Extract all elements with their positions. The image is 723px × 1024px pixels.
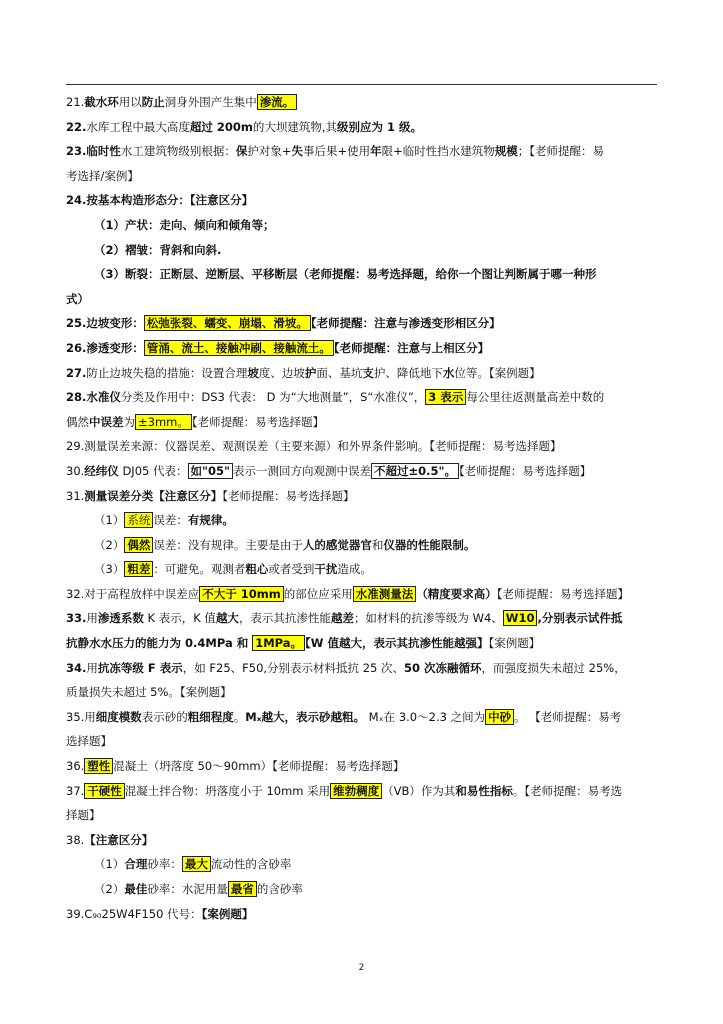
text-span: 31. [66, 488, 85, 503]
text-span: 。【老师提醒：易考选 [512, 783, 623, 798]
bold-text: 年 [370, 144, 382, 159]
bold-text: 25. [66, 316, 87, 331]
bold-text: （1）产状：走向、倾向和倾角等； [94, 217, 275, 232]
text-span: 35.用 [66, 709, 96, 724]
highlighted-text: 渗流。 [257, 94, 298, 110]
text-span: 用 [86, 660, 98, 675]
bold-text: 中误差 [89, 414, 124, 429]
text-span: 【老师提醒：易考选择题】 [191, 414, 325, 429]
text-span: 面、基坑 [316, 365, 363, 380]
bold-text: 保 [235, 144, 248, 159]
text-span: 38. [66, 832, 85, 847]
bold-text: 34. [66, 660, 87, 675]
text-span: 偶然 [66, 414, 89, 429]
text-span: 39.C₉₀25W4F150 代号： [66, 906, 202, 921]
text-span: K 表示，K 值 [143, 611, 216, 626]
text-span: 用以 [118, 95, 142, 109]
text-span: 混凝土（坍落度 50～90mm）【老师提醒：易考选择题】 [113, 759, 405, 774]
text-line [66, 828, 657, 853]
bold-text: 【老师提醒：注意与渗透变形相区分】 [310, 316, 501, 331]
text-line [66, 164, 657, 189]
text-span: 21. [66, 95, 85, 109]
page-number: 2 [358, 963, 365, 973]
text-span: 水库工程中最大高度 [86, 119, 190, 134]
bold-text: （3）断裂：正断层、逆断层、平移断层（老师提醒：易考选择题，给你一个图让判断属于哪一种形 [94, 267, 597, 282]
bold-text: 级别应为 1 级。 [337, 119, 423, 134]
text-span: 的部位应采用 [283, 586, 353, 601]
bold-text: 支 [362, 365, 374, 380]
text-span: 表示砂的 [141, 709, 188, 724]
highlighted-text: 3 表示 [425, 389, 466, 405]
bold-text: 干扰 [314, 562, 338, 577]
text-line [66, 656, 657, 681]
bold-text: 规模 [494, 144, 518, 159]
text-line [66, 311, 657, 336]
text-span: ，而强度损失未超过 25%， [481, 660, 626, 675]
text-span: 37. [66, 783, 85, 798]
text-line [66, 508, 657, 533]
text-line [66, 336, 657, 361]
text-span: 砂率：水泥用量 [147, 882, 228, 896]
bold-text: 【W 值越大，表示其抗渗性能越强】 [305, 636, 489, 651]
text-span: 的大坝建筑物,其 [252, 119, 338, 134]
bold-text: 27. [66, 365, 87, 380]
highlighted-text: 最大 [182, 856, 211, 872]
text-line [66, 705, 657, 730]
bold-text: 护 [304, 365, 317, 380]
bold-text: 人的感觉器官 [302, 537, 372, 552]
text-line [66, 606, 657, 631]
bold-text: 和易性指标 [455, 783, 513, 798]
bold-text: 【注意区分】 [153, 488, 223, 503]
text-span: 限+临时性挡水建筑物 [381, 144, 495, 159]
text-span: 【老师提醒：易考选择题】 [459, 463, 592, 478]
bold-text: 抗静水水压力的能力为 0.4MPa 和 [66, 636, 253, 651]
text-span: 的含砂率 [256, 882, 303, 896]
bold-text: 最佳 [124, 882, 148, 896]
text-line [66, 533, 657, 558]
bold-text: 水准仪 [86, 390, 121, 405]
highlighted-text: 不大于 10mm [199, 586, 283, 602]
highlighted-text: 松弛张裂、蠕变、崩塌、滑坡。 [144, 315, 311, 331]
text-line [66, 754, 657, 779]
bold-text: 粗心 [245, 562, 269, 577]
text-span: （3） [94, 562, 125, 577]
text-span: （VB）作为其 [382, 783, 456, 798]
text-span: 度、边坡 [258, 365, 305, 380]
text-span: 36. [66, 759, 85, 774]
text-span: DJ05 代表： [118, 463, 188, 478]
text-span: 分类及作用中：DS3 代表： D 为“大地测量”，S“水准仪”， [120, 390, 426, 405]
text-span: 或者受到 [268, 562, 315, 577]
text-line [66, 139, 657, 164]
text-line [66, 434, 657, 459]
highlighted-text: 系统 [124, 512, 153, 528]
text-span: （1） [94, 513, 125, 528]
bold-text: 有规律。 [187, 513, 234, 528]
bold-text: 截水环 [84, 95, 119, 109]
bold-text: ,分别表示试件抵 [537, 611, 623, 626]
bold-text: 26.渗透变形： [66, 340, 144, 355]
text-line [66, 631, 657, 656]
text-line [66, 115, 657, 140]
highlighted-text: 水准测量法 [353, 586, 417, 602]
text-line [66, 238, 657, 263]
text-line [66, 188, 657, 213]
text-span: 选择题】 [66, 734, 112, 749]
text-span: 混凝土拌合物：坍落度小于 10mm 采用 [124, 783, 331, 798]
text-line [66, 90, 657, 115]
highlighted-text: ±3mm。 [135, 414, 192, 430]
text-line [66, 779, 657, 804]
text-span: ：可避免。观测者 [153, 562, 246, 577]
bold-text: 23. [66, 144, 87, 159]
text-line [66, 385, 657, 410]
bold-text: 28. [66, 390, 87, 405]
bold-text: 细度模数 [95, 709, 142, 724]
bold-text: 合理 [124, 857, 148, 872]
bold-text: 式） [66, 291, 89, 306]
text-span: 【老师提醒：易考选择题】 [496, 586, 630, 601]
text-line [66, 729, 657, 754]
bold-text: 50 次冻融循环 [404, 660, 482, 675]
header-rule [66, 84, 657, 85]
bold-text: 仪器的性能限制。 [383, 537, 476, 552]
text-span: ；如材料的抗渗等级为 W4、 [353, 611, 503, 626]
bold-text: 【注意区分】 [84, 832, 154, 847]
bold-text: 越差 [330, 611, 354, 626]
text-span: 【老师提醒：易考选择题】 [222, 488, 355, 503]
bold-text: 抗冻等级 F 表示 [97, 660, 183, 675]
text-span: 29.测量误差来源：仪器误差、观测误差（主要来源）和外界条件影响。【老师提醒：易考选择题】 [66, 439, 562, 454]
document-body [66, 90, 657, 926]
text-span: 洞身外围产生集中 [164, 95, 257, 109]
text-line [66, 877, 657, 902]
highlighted-text: 粗差 [124, 561, 153, 577]
bold-text: 如"05" [188, 463, 234, 479]
text-span: 择题】 [66, 808, 101, 823]
text-line [66, 459, 657, 484]
bold-text: 渗透系数 [97, 611, 144, 626]
text-line [66, 484, 657, 509]
text-span: （2） [94, 882, 125, 896]
text-line [66, 582, 657, 607]
text-span: 防止边坡失稳的措施：设置合理 [86, 365, 248, 380]
bold-text: 临时性 [86, 144, 121, 159]
text-line [66, 852, 657, 877]
text-line [66, 287, 657, 312]
text-span: 位等。【案例题】 [454, 365, 541, 380]
bold-text: 超过 200m [189, 119, 253, 134]
text-line [66, 361, 657, 386]
bold-text: 经纬仪 [84, 463, 119, 478]
bold-text: 粗细程度 [187, 709, 234, 724]
text-span: （1） [94, 857, 125, 872]
text-span: 32.对于高程放样中误差应 [66, 586, 200, 601]
text-span: 30. [66, 463, 85, 478]
text-span: 。 [233, 709, 246, 724]
text-span: Mₓ在 3.0～2.3 之间为 [365, 709, 486, 724]
text-line [66, 557, 657, 582]
text-span: 事后果+使用 [303, 144, 371, 159]
text-span: 质量损失未超过 5%。【案例题】 [66, 685, 232, 700]
text-line [66, 680, 657, 705]
bold-text: 33. [66, 611, 87, 626]
bold-text: Mₓ越大，表示砂越粗。 [245, 709, 365, 724]
text-span: ，如 F25、F50,分别表示材料抵抗 25 次、 [182, 660, 404, 675]
bold-text: 【老师提醒：注意与上相区分】 [333, 340, 490, 355]
text-line [66, 410, 657, 435]
bold-text: 【案例题】 [201, 906, 254, 921]
text-span: 表示一测回方向观测中误差 [233, 463, 371, 478]
highlighted-text: 管涌、流土、接触冲刷、接触流土。 [144, 340, 334, 356]
bold-text: 22. [66, 119, 87, 134]
text-span: 为 [123, 414, 135, 429]
text-line [66, 803, 657, 828]
text-span: 砂率： [147, 857, 182, 872]
bold-text: 边坡变形： [86, 316, 144, 331]
bold-text: 测量误差分类 [84, 488, 154, 503]
highlighted-text: 偶然 [124, 537, 153, 553]
text-span: 护、降低地下 [373, 365, 443, 380]
text-line [66, 262, 657, 287]
text-span: 考选择/案例】 [66, 168, 139, 183]
highlighted-text: 最省 [228, 881, 257, 897]
text-span: 护对象+ [247, 144, 292, 159]
highlighted-text: 塑性 [84, 758, 113, 774]
highlighted-text: 1MPa。 [252, 635, 305, 651]
text-span: 造成。 [337, 562, 372, 577]
text-span: （2） [94, 537, 125, 552]
text-span: 和 [371, 537, 384, 552]
bold-text: 水 [442, 365, 455, 380]
bold-text: 24.按基本构造形态分：【注意区分】 [66, 193, 254, 208]
bold-text: 坡 [247, 365, 259, 380]
bold-text: 失 [291, 144, 304, 159]
text-span: 【案例题】 [488, 636, 541, 651]
bold-text: （2）褶皱：背斜和向斜. [94, 242, 222, 257]
text-span: 。 【老师提醒：易考 [514, 709, 622, 724]
bold-text: 越大 [215, 611, 239, 626]
text-span: 用 [86, 611, 98, 626]
bold-text: （精度要求高） [416, 586, 497, 601]
text-span: 误差：没有规律。主要是由于 [153, 537, 303, 552]
highlighted-text: 维勃稠度 [330, 783, 382, 799]
bold-text: 防止 [141, 95, 165, 109]
bold-text: 不超过±0.5"。 [371, 463, 459, 479]
text-span: 水工建筑物级别根据： [120, 144, 236, 159]
text-span: 误差： [153, 513, 188, 528]
text-line [66, 902, 657, 927]
text-span: 每公里往返测量高差中数的 [466, 390, 605, 405]
highlighted-text: 中砂 [485, 709, 514, 725]
text-span: 流动性的含砂率 [210, 857, 292, 872]
text-line [66, 213, 657, 238]
text-span: ，表示其抗渗性能 [238, 611, 331, 626]
highlighted-text: W10 [503, 610, 538, 626]
highlighted-text: 干硬性 [84, 783, 125, 799]
text-span: ；【老师提醒：易 [517, 144, 605, 159]
